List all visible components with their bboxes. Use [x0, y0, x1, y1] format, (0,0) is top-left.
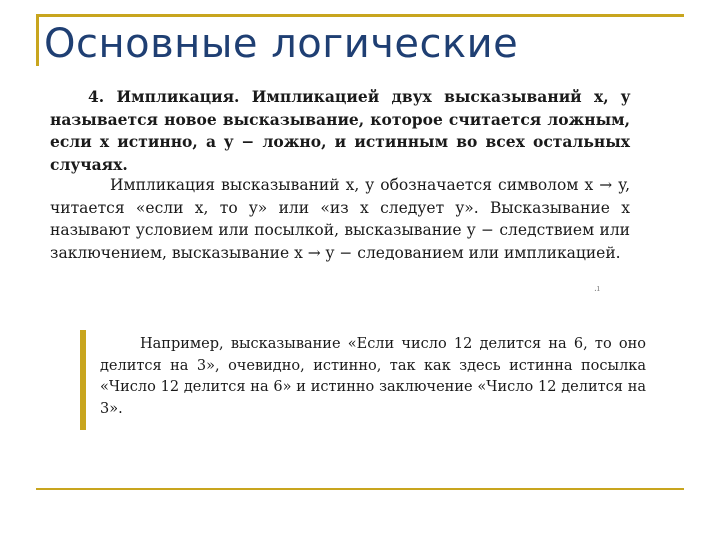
scan-artifact-mark: .ı — [594, 284, 600, 294]
top-divider — [36, 14, 684, 17]
example-accent-bar — [80, 330, 86, 430]
notation-paragraph: Импликация высказываний x, y обозначается символом x → y, читается «если x, то y» или «из x следует y». Высказывание x называют условием или посылкой, высказывание y − следствием или заключением, высказывание x → y − следованием или импликацией. — [50, 176, 630, 262]
slide-title: Основные логические — [44, 21, 519, 67]
scanned-definition-block — [36, 80, 636, 300]
left-accent-rule — [36, 14, 39, 66]
definition-paragraph: 4. Импликация. Импликацией двух высказываний x, y называется новое высказывание, которое считается ложным, если x истинно, а y − ложно, и истинным во всех остальных случаях. — [50, 87, 630, 174]
example-paragraph: Например, высказывание «Если число 12 делится на 6, то оно делится на 3», очевидно, истинно, так как здесь истинна посылка «Число 12 делится на 6» и истинно заключение «Число 12 делится на 3». — [100, 336, 646, 417]
bottom-divider — [36, 488, 684, 490]
scanned-example-block — [100, 334, 646, 420]
